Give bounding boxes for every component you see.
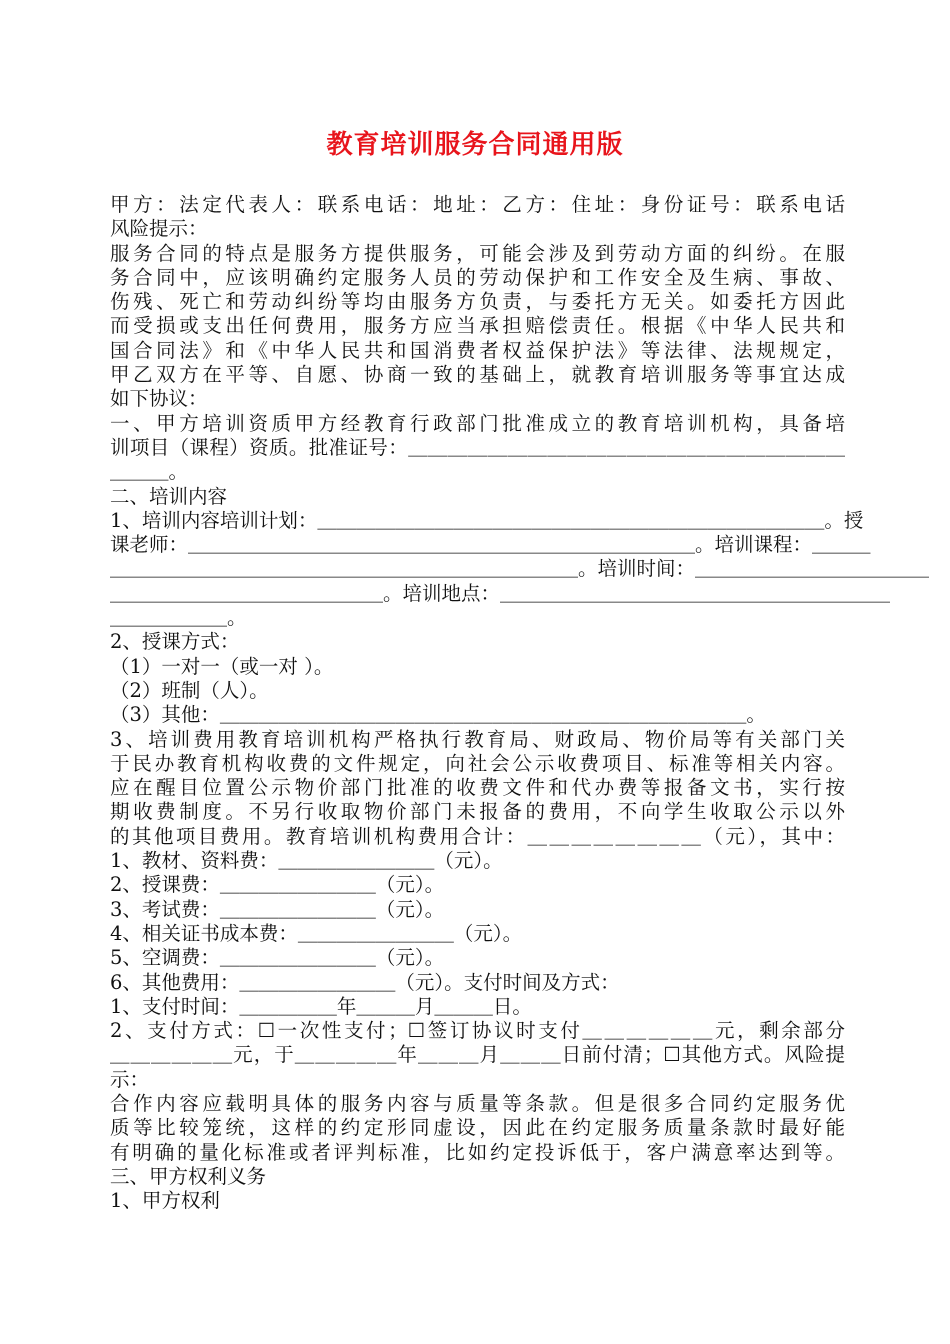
- text-line: 伤残、死亡和劳动纠纷等均由服务方负责，与委托方无关。如委托方因此: [110, 290, 845, 314]
- text-line: 1、甲方权利: [110, 1189, 220, 1213]
- text-line: 6、其他费用：＿＿＿＿＿＿＿＿（元）。支付时间及方式：: [110, 970, 620, 994]
- text-line: 示：: [110, 1067, 150, 1091]
- text-line: （1）一对一（或一对 ）。: [110, 654, 334, 678]
- text-line: 2、授课费：＿＿＿＿＿＿＿＿（元）。: [110, 873, 445, 897]
- text-line: 训项目（课程）资质。批准证号：＿＿＿＿＿＿＿＿＿＿＿＿＿＿＿＿＿＿＿＿＿＿: [110, 435, 845, 459]
- text-line: 甲乙双方在平等、自愿、协商一致的基础上，就教育培训服务等事宜达成: [110, 363, 845, 387]
- text-line: 的其他项目费用。教育培训机构费用合计：＿＿＿＿＿＿＿＿（元），其中：: [110, 824, 845, 848]
- text-line: 1、教材、资料费：＿＿＿＿＿＿＿＿（元）。: [110, 849, 503, 873]
- text-line: ＿＿＿＿＿＿元，于＿＿＿＿＿年＿＿＿月＿＿＿日前付清；☐其他方式。风险提: [110, 1043, 845, 1067]
- text-line: 有明确的量化标准或者评判标准，比如约定投诉低于，客户满意率达到等。: [110, 1140, 845, 1164]
- text-line: ＿＿＿＿＿＿＿＿＿＿＿＿＿＿＿＿＿＿＿＿＿＿＿＿。培训时间：＿＿＿＿＿＿＿＿＿＿＿＿: [110, 557, 930, 581]
- text-line: 务合同中，应该明确约定服务人员的劳动保护和工作安全及生病、事故、: [110, 265, 845, 289]
- document-body: [110, 193, 930, 1213]
- text-line: 合作内容应载明具体的服务内容与质量等条款。但是很多合同约定服务优: [110, 1091, 845, 1115]
- text-line: ＿＿＿＿＿＿＿＿＿＿＿＿＿＿。培训地点：＿＿＿＿＿＿＿＿＿＿＿＿＿＿＿＿＿＿＿＿: [110, 581, 891, 605]
- document-title: 教育培训服务合同通用版: [326, 130, 624, 160]
- text-line: 二、培训内容: [110, 484, 228, 508]
- text-line: 1、支付时间：＿＿＿＿＿年＿＿＿月＿＿＿日。: [110, 994, 532, 1018]
- text-line: ＿＿＿＿＿＿。: [110, 606, 247, 630]
- text-line: 风险提示：: [110, 217, 208, 241]
- text-line: （2）班制（人）。: [110, 678, 269, 702]
- text-line: 1、培训内容培训计划：＿＿＿＿＿＿＿＿＿＿＿＿＿＿＿＿＿＿＿＿＿＿＿＿＿＿。授: [110, 508, 864, 532]
- text-line: （3）其他：＿＿＿＿＿＿＿＿＿＿＿＿＿＿＿＿＿＿＿＿＿＿＿＿＿＿＿。: [110, 703, 766, 727]
- text-line: 3、培训费用教育培训机构严格执行教育局、财政局、物价局等有关部门关: [110, 727, 845, 751]
- text-line: 期收费制度。不另行收取物价部门未报备的费用，不向学生收取公示以外: [110, 800, 845, 824]
- text-line: 一、甲方培训资质甲方经教育行政部门批准成立的教育培训机构，具备培: [110, 411, 845, 435]
- text-line: 甲方：法定代表人：联系电话：地址：乙方：住址：身份证号：联系电话: [110, 193, 845, 216]
- text-line: 而受损或支出任何费用，服务方应当承担赔偿责任。根据《中华人民共和: [110, 314, 845, 338]
- text-line: 3、考试费：＿＿＿＿＿＿＿＿（元）。: [110, 897, 445, 921]
- text-line: 2、支付方式：☐一次性支付；☐签订协议时支付＿＿＿＿＿＿元，剩余部分: [110, 1019, 845, 1043]
- text-line: 2、授课方式：: [110, 630, 240, 654]
- text-line: 4、相关证书成本费：＿＿＿＿＿＿＿＿（元）。: [110, 921, 523, 945]
- text-line: ＿＿＿。: [110, 460, 189, 484]
- text-line: 三、甲方权利义务: [110, 1164, 267, 1188]
- text-line: 于民办教育机构收费的文件规定，向社会公示收费项目、标准等相关内容。: [110, 751, 845, 775]
- text-line: 应在醒目位置公示物价部门批准的收费文件和代办费等报备文书，实行按: [110, 776, 845, 800]
- text-line: 服务合同的特点是服务方提供服务，可能会涉及到劳动方面的纠纷。在服: [110, 241, 845, 265]
- text-line: 如下协议：: [110, 387, 208, 411]
- text-line: 5、空调费：＿＿＿＿＿＿＿＿（元）。: [110, 946, 445, 970]
- text-line: 质等比较笼统，这样的约定形同虚设，因此在约定服务质量条款时最好能: [110, 1116, 845, 1140]
- text-line: 国合同法》和《中华人民共和国消费者权益保护法》等法律、法规规定，: [110, 338, 845, 362]
- text-line: 课老师：＿＿＿＿＿＿＿＿＿＿＿＿＿＿＿＿＿＿＿＿＿＿＿＿＿＿。培训课程：＿＿＿: [110, 533, 871, 557]
